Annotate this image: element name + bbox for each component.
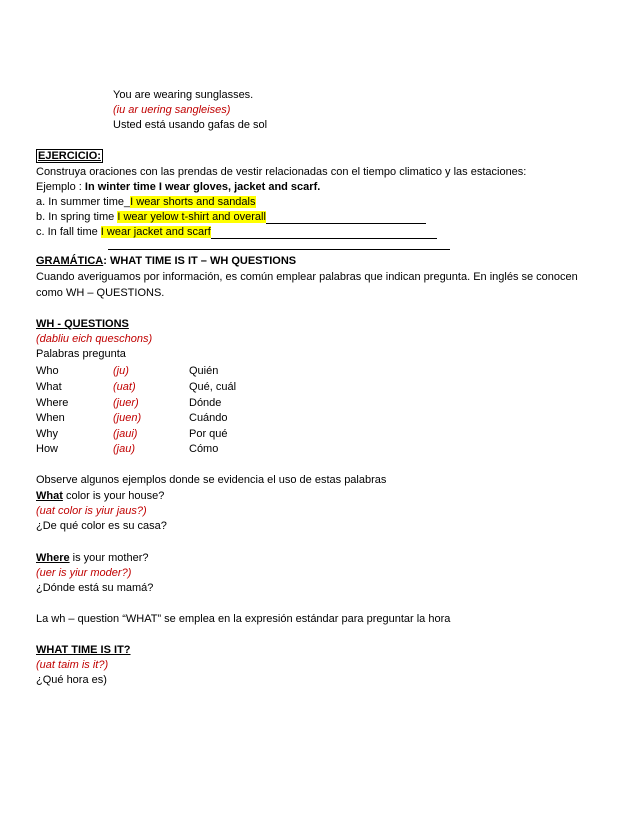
item-answer: I wear yelow t-shirt and overall	[117, 211, 266, 223]
wh-spanish: Qué, cuál	[189, 381, 237, 393]
exercise-instruction: Construya oraciones con las prendas de vestir relacionadas con el tiempo climatico y las estaciones:	[36, 166, 527, 178]
example-2-spanish: ¿Dónde está su mamá?	[36, 582, 154, 594]
item-prefix: c. In fall time	[36, 226, 101, 238]
item-answer: I wear jacket and scarf	[100, 226, 211, 238]
example-text: In winter time I wear gloves, jacket and scarf.	[84, 181, 321, 193]
wh-english: How	[36, 443, 59, 455]
wh-pron: (ju)	[113, 365, 129, 377]
grammar-heading	[36, 254, 296, 268]
wh-pron: (juen)	[113, 412, 142, 424]
answer-blank-line	[211, 227, 437, 239]
wh-pronunciation: (dabliu eich queschons)	[36, 333, 153, 345]
exercise-item-a	[36, 195, 256, 209]
wh-spanish: Cómo	[189, 443, 219, 455]
example-2-question	[36, 551, 149, 565]
example-label: Ejemplo :	[36, 181, 85, 193]
exercise-heading-label: EJERCICIO:	[38, 150, 101, 162]
wh-row	[0, 364, 638, 378]
answer-blank-line-extra	[108, 249, 450, 250]
example-1-wh-word: What	[36, 490, 63, 502]
exercise-item-b	[36, 210, 426, 224]
grammar-paragraph-line1: Cuando averiguamos por información, es común emplear palabras que indican pregunta. En inglés se conocen	[36, 271, 578, 283]
wh-pron: (jau)	[113, 443, 136, 455]
wh-heading: WH - QUESTIONS	[36, 318, 129, 330]
example-1-pronunciation: (uat color is yiur jaus?)	[36, 505, 147, 517]
exercise-heading	[36, 149, 103, 163]
wh-spanish: Dónde	[189, 397, 222, 409]
grammar-heading-label: GRAMÁTICA	[36, 255, 104, 267]
exercise-item-c	[36, 225, 437, 239]
time-spanish: ¿Qué hora es)	[36, 674, 107, 686]
item-prefix: a. In summer time_	[36, 196, 131, 208]
wh-spanish: Cuándo	[189, 412, 228, 424]
time-note: La wh – question “WHAT” se emplea en la expresión estándar para preguntar la hora	[36, 613, 451, 625]
wh-spanish: Por qué	[189, 428, 228, 440]
wh-english: What	[36, 381, 62, 393]
wh-row	[0, 411, 638, 425]
grammar-paragraph-line2: como WH – QUESTIONS.	[36, 287, 165, 299]
item-answer: I wear shorts and sandals	[130, 196, 256, 208]
example-1-rest: color is your house?	[62, 490, 165, 502]
wh-english: Why	[36, 428, 58, 440]
example-1-question	[36, 489, 164, 503]
wh-subtitle: Palabras pregunta	[36, 348, 126, 360]
item-prefix: b. In spring time	[36, 211, 118, 223]
example-1-spanish: ¿De qué color es su casa?	[36, 520, 167, 532]
wh-row	[0, 442, 638, 456]
intro-line-english: You are wearing sunglasses.	[113, 89, 254, 101]
time-pronunciation: (uat taim is it?)	[36, 659, 109, 671]
wh-spanish: Quién	[189, 365, 219, 377]
wh-row	[0, 427, 638, 441]
wh-pron: (uat)	[113, 381, 136, 393]
time-heading: WHAT TIME IS IT?	[36, 644, 131, 656]
examples-intro: Observe algunos ejemplos donde se evidencia el uso de estas palabras	[36, 474, 387, 486]
wh-english: Who	[36, 365, 59, 377]
wh-english: Where	[36, 397, 69, 409]
wh-pron: (juer)	[113, 397, 139, 409]
wh-row	[0, 380, 638, 394]
wh-row	[0, 396, 638, 410]
exercise-example	[36, 180, 320, 194]
example-2-rest: is your mother?	[69, 552, 149, 564]
wh-pron: (jaui)	[113, 428, 138, 440]
example-2-pronunciation: (uer is yiur moder?)	[36, 567, 132, 579]
example-2-wh-word: Where	[36, 552, 70, 564]
wh-english: When	[36, 412, 65, 424]
intro-line-spanish: Usted está usando gafas de sol	[113, 119, 268, 131]
answer-blank-line	[266, 212, 426, 224]
grammar-heading-rest: : WHAT TIME IS IT – WH QUESTIONS	[103, 255, 297, 267]
intro-line-pronunciation: (iu ar uering sangleises)	[113, 104, 231, 116]
